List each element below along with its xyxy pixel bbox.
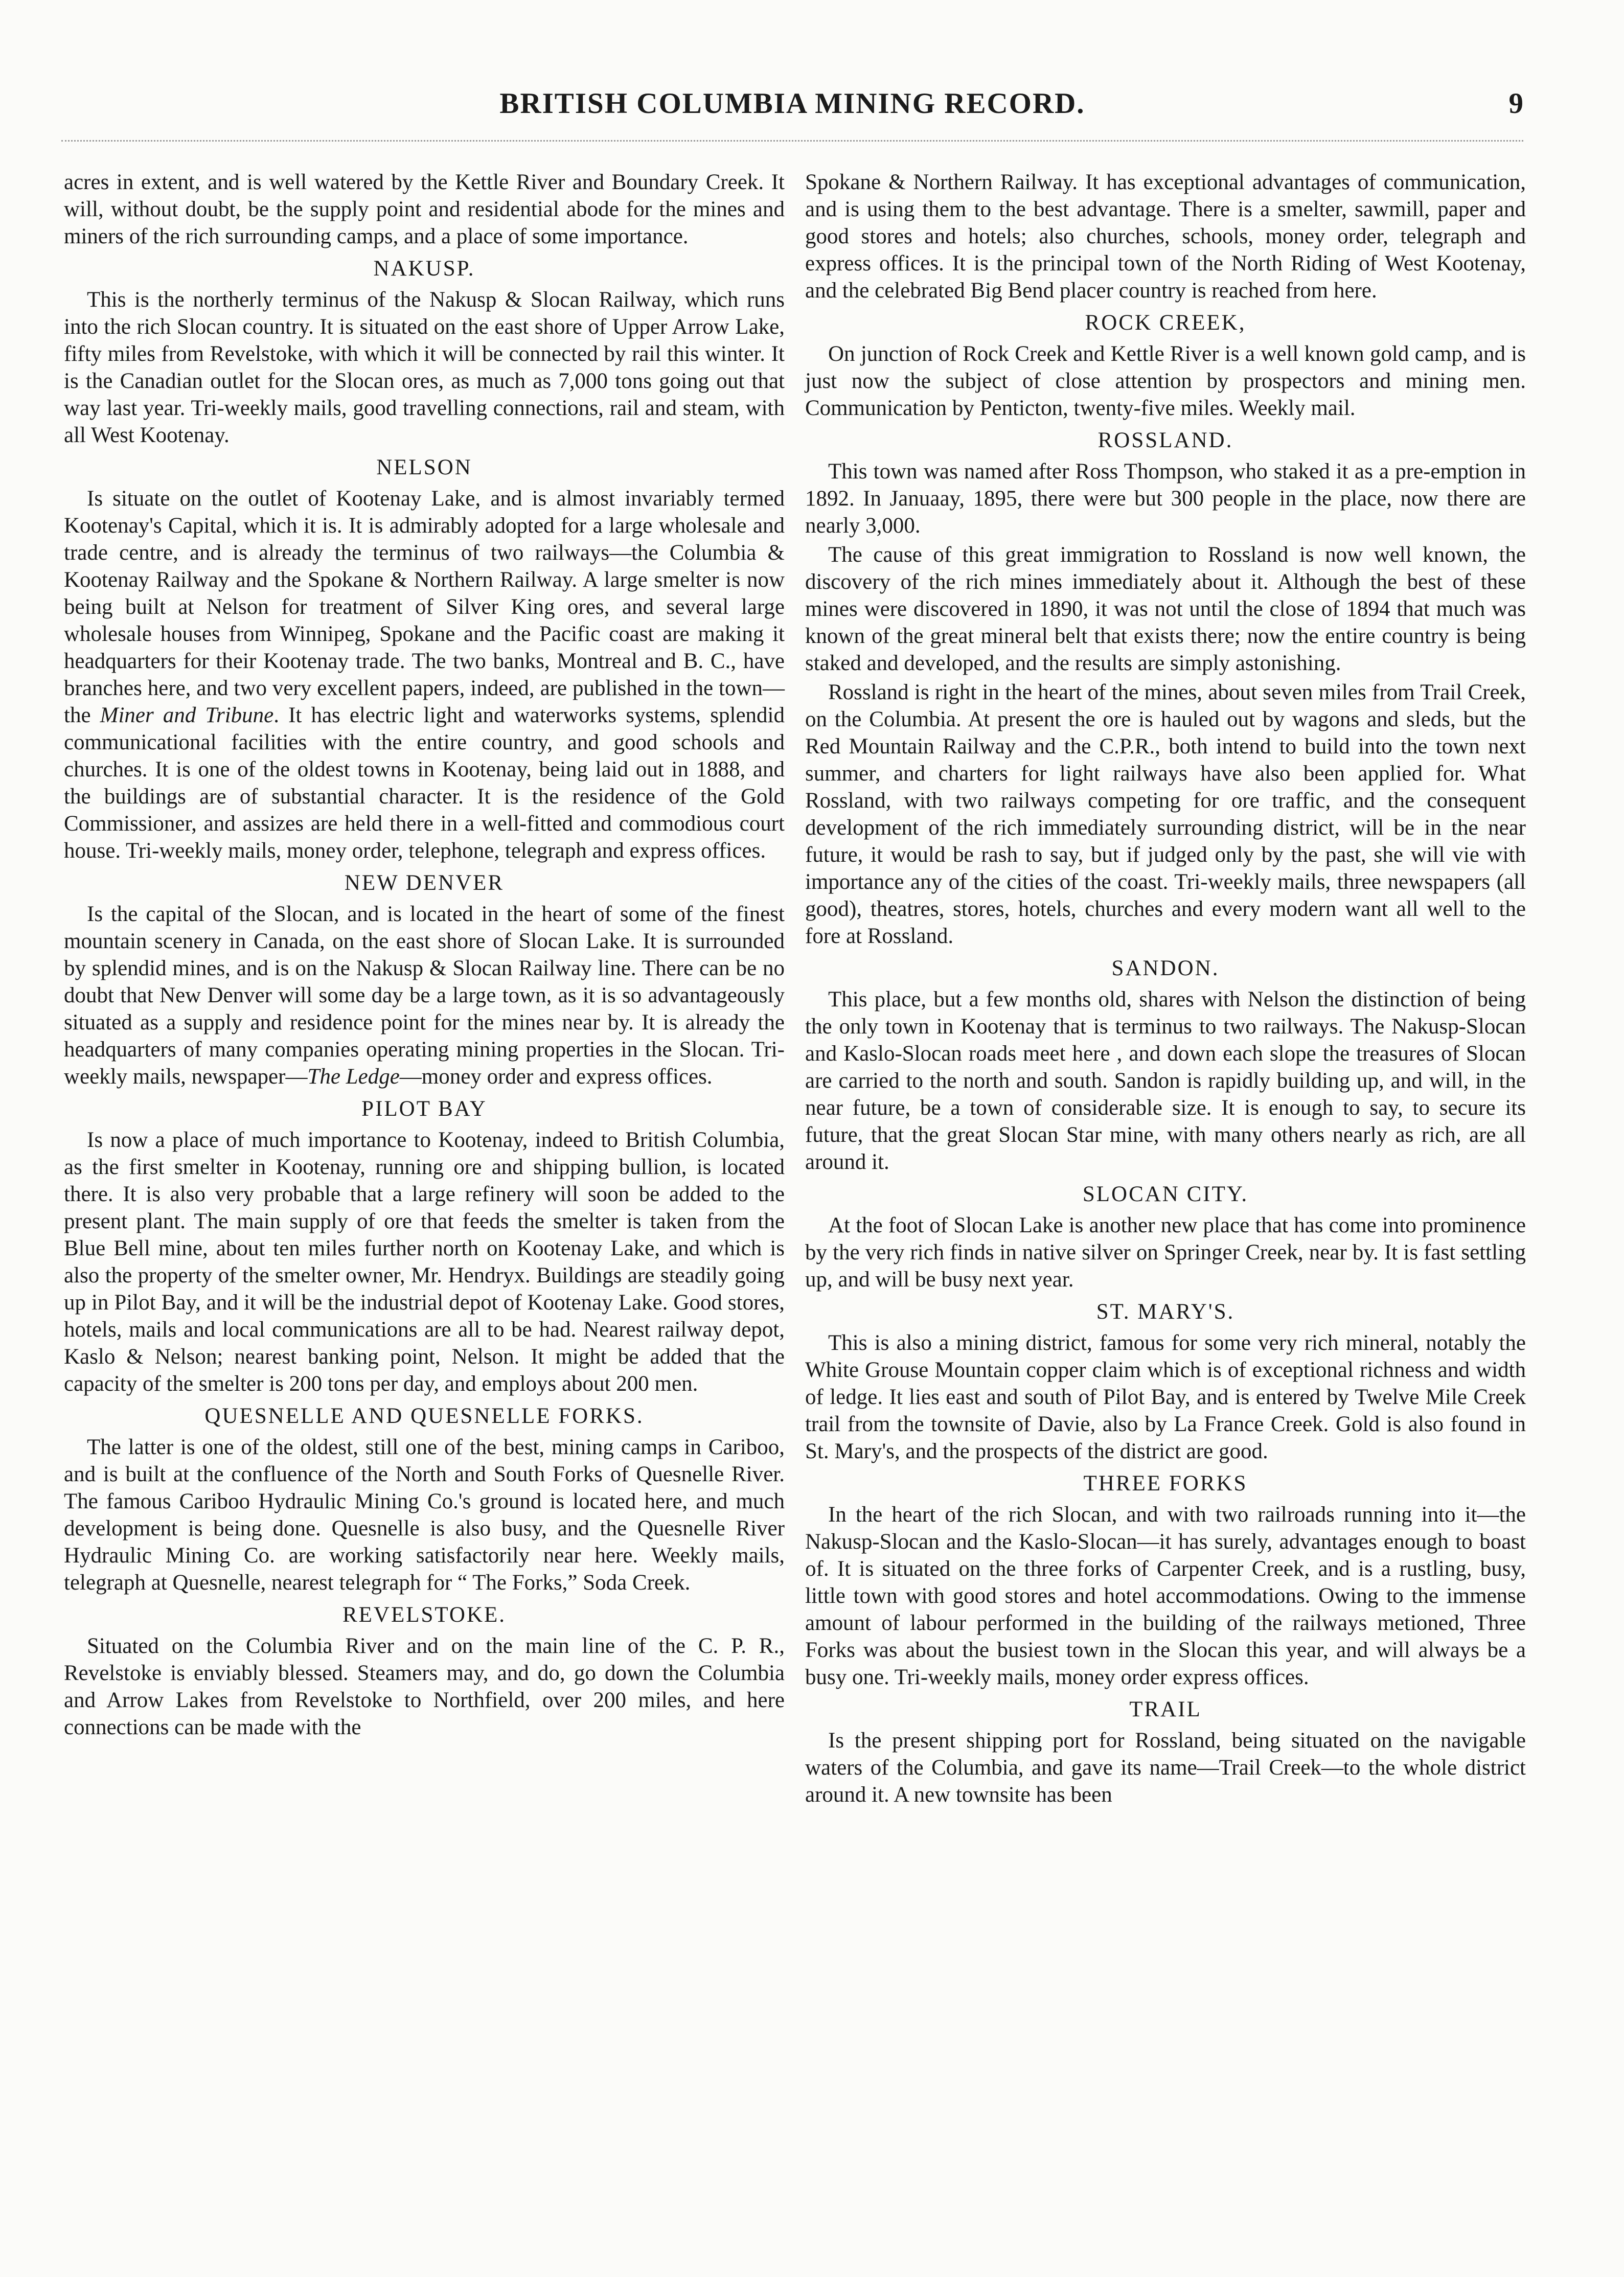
three-forks-paragraph: In the heart of the rich Slocan, and with two railroads running into it—the Nakusp-Slocan and the Kaslo-Slocan—it has surely, advantages enough to boast of. It is situated on the three forks of Carpenter Creek, and is a rustling, busy, little town with good stores and hotel accommodations. Owing to the immense amount of labour performed in the building of the railways metioned, Three Forks was about the busiest town in the Slocan this year, and will always be a busy one. Tri-weekly mails, money order express offices. [805,1503,1526,1689]
section-heading-nakusp: NAKUSP. [373,257,475,281]
section-heading-revelstoke: REVELSTOKE. [342,1603,507,1627]
nakusp-paragraph: This is the northerly terminus of the Nakusp & Slocan Railway, which runs into the rich Slocan country. It is situated on the east shore of Upper Arrow Lake, fifty miles from Revelstoke, with which it will be connected by rail this winter. It is the Canadian outlet for the Slocan ores, as much as 7,000 tons going out that way last year. Tri-weekly mails, good travelling connections, rail and steam, with all West Kootenay. [64,288,785,447]
nelson-paper-name: Miner and Tribune [100,703,274,727]
running-title: BRITISH COLUMBIA MINING RECORD. [499,87,1085,120]
trail-paragraph: Is the present shipping port for Rossland, being situated on the navigable waters of the Columbia, and gave its name—Trail Creek—to the whole district around it. A new townsite has been [805,1729,1526,1807]
right-column [805,169,1526,1813]
section-heading-st-marys: ST. MARY'S. [1096,1300,1235,1324]
new-denver-text-2: —money order and express offices. [399,1065,713,1089]
slocan-city-paragraph: At the foot of Slocan Lake is another new place that has come into prominence by the very rich finds in native silver on Springer Creek, near by. It is fast settling up, and will be busy next year. [805,1213,1526,1292]
section-heading-slocan-city: SLOCAN CITY. [1082,1182,1249,1206]
section-heading-rossland: ROSSLAND. [1097,428,1233,452]
new-denver-paper-name: The Ledge [307,1065,400,1089]
revelstoke-paragraph: Situated on the Columbia River and on the main line of the C. P. R., Revelstoke is enviably blessed. Steamers may, and do, go down the Columbia and Arrow Lakes from Revelstoke to Northfield, over 200 miles, and here connections can be made with the [64,1634,785,1739]
nelson-paragraph [64,485,785,864]
nelson-text-2: . It has electric light and waterworks systems, splendid communicational facilities with the entire country, and good schools and churches. It is one of the oldest towns in Kootenay, being laid out in 1888, and the buildings are of substantial character. It is the residence of the Gold Commissioner, and assizes are held there in a well-fitted and commodious court house. Tri-weekly mails, money order, telephone, telegraph and express offices. [64,703,785,863]
section-heading-rock-creek: ROCK CREEK, [1085,311,1246,335]
revelstoke-continued-paragraph: Spokane & Northern Railway. It has exceptional advantages of communication, and is using them to the best advantage. There is a smelter, sawmill, paper and good stores and hotels; also churches, schools, money order, telegraph and express offices. It is the principal town of the North Riding of West Kootenay, and the celebrated Big Bend placer country is reached from here. [805,170,1526,303]
header-rule [61,140,1523,142]
section-heading-sandon: SANDON. [1111,956,1220,980]
new-denver-text-1: Is the capital of the Slocan, and is located in the heart of some of the finest mountain scenery in Canada, on the east shore of Slocan Lake. It is surrounded by splendid mines, and is on the Nakusp & Slocan Railway line. There can be no doubt that New Denver will some day be a large town, as it is so advantageously situated as a supply and residence point for the mines near by. It is already the headquarters of many companies operating mining properties in the Slocan. Tri-weekly mails, newspaper— [64,902,785,1089]
st-marys-paragraph: This is also a mining district, famous for some very rich mineral, notably the White Grouse Mountain copper claim which is of exceptional richness and width of ledge. It lies east and south of Pilot Bay, and is entered by Twelve Mile Creek trail from the townsite of Davie, also by La France Creek. Gold is also found in St. Mary's, and the prospects of the district are good. [805,1331,1526,1463]
rossland-paragraph-2: The cause of this great immigration to Rossland is now well known, the discovery of the rich mines immediately about it. Although the best of these mines were discovered in 1890, it was not until the close of 1894 that much was known of the great mineral belt that exists there; now the entire country is being staked and developed, and the results are simply astonishing. [805,543,1526,675]
section-heading-quesnelle: QUESNELLE AND QUESNELLE FORKS. [204,1404,644,1428]
section-heading-nelson: NELSON [376,455,472,479]
rossland-paragraph-1: This town was named after Ross Thompson, who staked it as a pre-emption in 1892. In Januaay, 1895, there were but 300 people in the place, now there are nearly 3,000. [805,459,1526,538]
sandon-paragraph: This place, but a few months old, shares with Nelson the distinction of being the only town in Kootenay that is terminus to two railways. The Nakusp-Slocan and Kaslo-Slocan roads meet here , and down each slope the treasures of Slocan are carried to the north and south. Sandon is rapidly building up, and will, in the near future, be a town of considerable size. It is enough to say, to secure its future, that the great Slocan Star mine, with many others nearly as rich, are all around it. [805,987,1526,1174]
left-column [64,169,785,1746]
opening-paragraph: acres in extent, and is well watered by the Kettle River and Boundary Creek. It will, without doubt, be the supply point and residential abode for the mines and miners of the rich surrounding camps, and a place of some importance. [64,170,785,248]
quesnelle-paragraph: The latter is one of the oldest, still one of the best, mining camps in Cariboo, and is built at the confluence of the North and South Forks of Quesnelle River. The famous Cariboo Hydraulic Mining Co.'s ground is located here, and much development is being done. Quesnelle is also busy, and the Quesnelle River Hydraulic Mining Co. are working satisfactorily near here. Weekly mails, telegraph at Quesnelle, nearest telegraph for “ The Forks,” Soda Creek. [64,1435,785,1595]
pilot-bay-paragraph: Is now a place of much importance to Kootenay, indeed to British Columbia, as the first smelter in Kootenay, running ore and shipping bullion, is located there. It is also very probable that a large refinery will soon be added to the present plant. The main supply of ore that feeds the smelter is taken from the Blue Bell mine, about ten miles further north on Kootenay Lake, and which is also the property of the smelter owner, Mr. Hendryx. Buildings are steadily going up in Pilot Bay, and it will be the industrial depot of Kootenay Lake. Good stores, hotels, mails and local communications are all to be had. Nearest railway depot, Kaslo & Nelson; nearest banking point, Nelson. It might be added that the capacity of the smelter is 200 tons per day, and employs about 200 men. [64,1128,785,1396]
section-heading-three-forks: THREE FORKS [1083,1471,1248,1496]
page-number: 9 [1508,87,1523,120]
nelson-text-1: Is situate on the outlet of Kootenay Lake, and is almost invariably termed Kootenay's Capital, which it is. It is admirably adopted for a large wholesale and trade centre, and is already the terminus of two railways—the Columbia & Kootenay Railway and the Spokane & Northern Railway. A large smelter is now being built at Nelson for treatment of Silver King ores, and several large wholesale houses from Winnipeg, Spokane and the Pacific coast are making it headquarters for their Kootenay trade. The two banks, Montreal and B. C., have branches here, and two very excellent papers, indeed, are published in the town—the [64,487,785,727]
section-heading-pilot-bay: PILOT BAY [361,1097,487,1121]
new-denver-paragraph [64,901,785,1090]
rossland-paragraph-3: Rossland is right in the heart of the mines, about seven miles from Trail Creek, on the Columbia. At present the ore is hauled out by wagons and sleds, but the Red Mountain Railway and the C.P.R., both intend to build into the town next summer, and charters for light railways have also been applied for. What Rossland, with two railways competing for ore traffic, and the consequent development of the rich immediately surrounding district, will be in the near future, it would be rash to say, but if judged only by the past, she will vie with importance any of the cities of the coast. Tri-weekly mails, three newspapers (all good), theatres, stores, hotels, churches and every modern want all well to the fore at Rossland. [805,680,1526,948]
section-heading-trail: TRAIL [1129,1697,1202,1721]
rock-creek-paragraph: On junction of Rock Creek and Kettle River is a well known gold camp, and is just now the subject of close attention by prospectors and mining men. Communication by Penticton, twenty-five miles. Weekly mail. [805,342,1526,420]
section-heading-new-denver: NEW DENVER [344,871,505,895]
page-header [61,87,1523,148]
